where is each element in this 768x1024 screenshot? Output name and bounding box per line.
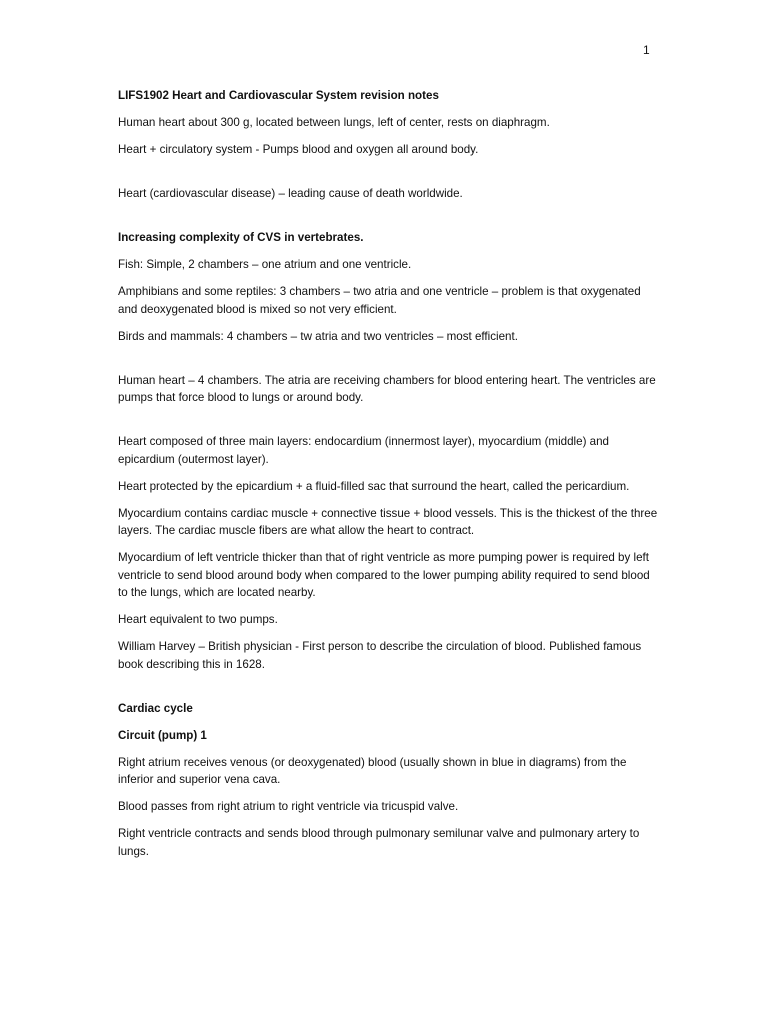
paragraph: William Harvey – British physician - First person to describe the circulation of blood. Published famous book describing this in 1628. <box>118 640 642 671</box>
paragraph: Human heart about 300 g, located between lungs, left of center, rests on diaphragm. <box>118 116 550 129</box>
paragraph: Fish: Simple, 2 chambers – one atrium and one ventricle. <box>118 258 412 271</box>
blank-line <box>118 416 658 433</box>
paragraph: Birds and mammals: 4 chambers – tw atria and two ventricles – most efficient. <box>118 329 518 343</box>
paragraph: Amphibians and some reptiles: 3 chambers – two atria and one ventricle – problem is that oxygenated and deoxygenated blood is mixed so not very efficient. <box>118 285 641 316</box>
paragraph: Right ventricle contracts and sends blood through pulmonary semilunar valve and pulmonary artery to lungs. <box>118 827 640 858</box>
section-heading: Cardiac cycle <box>118 701 193 715</box>
paragraph: Heart protected by the epicardium + a fluid-filled sac that surround the heart, called the pericardium. <box>118 479 630 493</box>
subsection-heading: Circuit (pump) 1 <box>118 728 207 742</box>
section-heading: Increasing complexity of CVS in vertebrates. <box>118 231 364 244</box>
blank-line <box>118 212 658 229</box>
blank-line <box>118 355 658 372</box>
paragraph: Myocardium of left ventricle thicker than that of right ventricle as more pumping power is required by left ventricle to send blood around body when compared to the lower pumping ability required to send blood to the lungs, which are located nearby. <box>118 551 650 599</box>
paragraph: Human heart – 4 chambers. The atria are receiving chambers for blood entering heart. The ventricles are pumps that force blood to lungs or around body. <box>118 373 656 404</box>
paragraph: Heart composed of three main layers: endocardium (innermost layer), myocardium (middle) and epicardium (outermost layer). <box>118 435 610 466</box>
blank-line <box>118 168 658 185</box>
document-title: LIFS1902 Heart and Cardiovascular System revision notes <box>118 89 439 102</box>
paragraph: Myocardium contains cardiac muscle + connective tissue + blood vessels. This is the thickest of the three layers. The cardiac muscle fibers are what allow the heart to contract. <box>118 506 658 537</box>
document-body <box>118 87 658 870</box>
paragraph: Heart (cardiovascular disease) – leading cause of death worldwide. <box>118 187 463 200</box>
paragraph: Right atrium receives venous (or deoxygenated) blood (usually shown in blue in diagrams) from the inferior and superior vena cava. <box>118 755 627 786</box>
paragraph: Blood passes from right atrium to right ventricle via tricuspid valve. <box>118 800 459 813</box>
paragraph: Heart equivalent to two pumps. <box>118 613 278 626</box>
paragraph: Heart + circulatory system - Pumps blood and oxygen all around body. <box>118 143 479 156</box>
page-number: 1 <box>643 43 650 57</box>
blank-line <box>118 683 658 700</box>
